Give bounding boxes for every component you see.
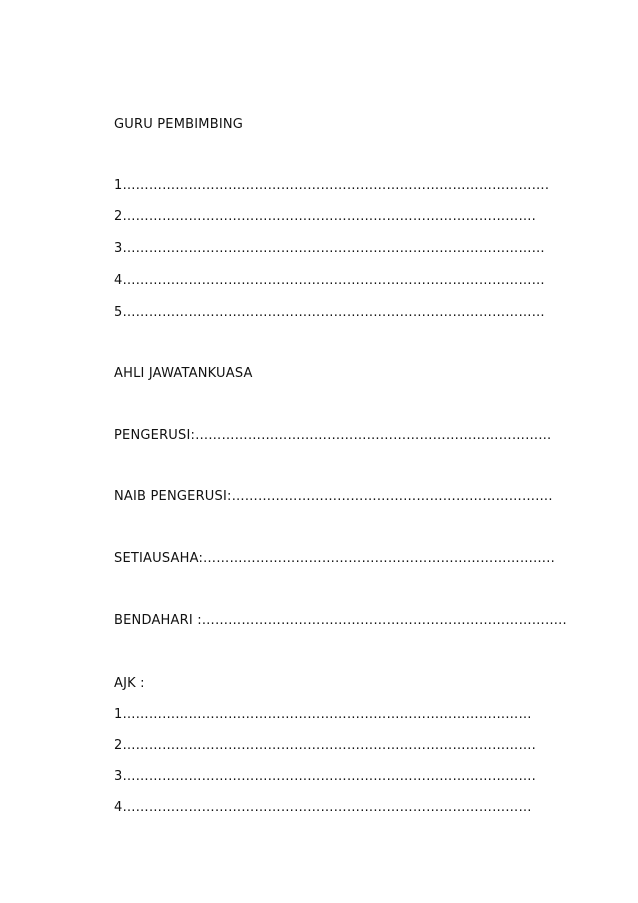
setiausaha-line: SETIAUSAHA:…………………………………………………………………….. bbox=[114, 551, 555, 566]
bendahari-line: BENDAHARI :……………………………………………………………………….. bbox=[114, 613, 567, 628]
ajk-line-1: 1………………………………………………………………………………… bbox=[114, 707, 532, 722]
guru-pembimbing-line-1: 1……………………………………………………………………………………. bbox=[114, 178, 550, 193]
ajk-line-4: 4………………………………………………………………………………… bbox=[114, 800, 532, 815]
guru-pembimbing-line-2: 2…………………………………………………………………………………. bbox=[114, 209, 537, 224]
naib-pengerusi-line: NAIB PENGERUSI:………………………………………………………………. bbox=[114, 489, 553, 504]
pengerusi-line: PENGERUSI:……………………………………………………………………… bbox=[114, 428, 552, 443]
ahli-jawatankuasa-heading: AHLI JAWATANKUASA bbox=[114, 366, 253, 381]
guru-pembimbing-line-4: 4…………………………………………………………………………………… bbox=[114, 273, 545, 288]
ajk-line-2: 2…………………………………………………………………………………. bbox=[114, 738, 537, 753]
guru-pembimbing-line-3: 3…………………………………………………………………………………… bbox=[114, 241, 545, 256]
guru-pembimbing-line-5: 5…………………………………………………………………………………… bbox=[114, 305, 545, 320]
guru-pembimbing-heading: GURU PEMBIMBING bbox=[114, 117, 244, 132]
ajk-line-3: 3…………………………………………………………………………………. bbox=[114, 769, 537, 784]
ajk-heading: AJK : bbox=[114, 676, 145, 691]
